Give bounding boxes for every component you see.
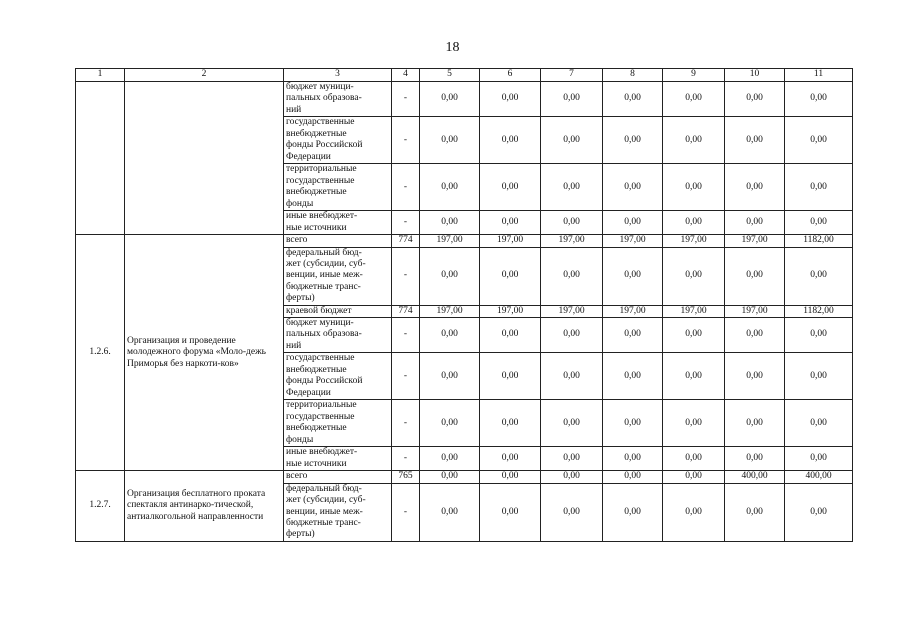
- value-cell: 0,00: [663, 82, 725, 117]
- value-cell: 0,00: [785, 400, 853, 447]
- value-cell: 0,00: [663, 447, 725, 471]
- funding-source: всего: [284, 235, 392, 247]
- item-number: [76, 82, 125, 235]
- funding-source: иные внебюджет- ные источники: [284, 447, 392, 471]
- value-cell: 0,00: [603, 164, 663, 211]
- value-cell: 0,00: [603, 471, 663, 483]
- item-number: 1.2.6.: [76, 235, 125, 471]
- funding-source: территориальные государственные внебюджетные фонды: [284, 164, 392, 211]
- funding-source: иные внебюджет- ные источники: [284, 211, 392, 235]
- value-cell: 0,00: [541, 353, 603, 400]
- value-cell: 0,00: [663, 164, 725, 211]
- value-cell: 0,00: [785, 117, 853, 164]
- value-cell: 0,00: [420, 82, 480, 117]
- value-cell: 0,00: [420, 353, 480, 400]
- funding-source: федеральный бюд- жет (субсидии, суб- венции, иные меж- бюджетные транс- ферты): [284, 483, 392, 541]
- budget-code: 765: [392, 471, 420, 483]
- budget-code: -: [392, 247, 420, 305]
- value-cell: 0,00: [725, 318, 785, 353]
- budget-code: -: [392, 164, 420, 211]
- item-number: 1.2.7.: [76, 471, 125, 541]
- value-cell: 0,00: [420, 211, 480, 235]
- value-cell: 1182,00: [785, 235, 853, 247]
- value-cell: 0,00: [480, 353, 541, 400]
- value-cell: 197,00: [420, 235, 480, 247]
- value-cell: 0,00: [603, 82, 663, 117]
- value-cell: 0,00: [480, 483, 541, 541]
- column-header: 6: [480, 69, 541, 82]
- value-cell: 197,00: [603, 235, 663, 247]
- column-header: 7: [541, 69, 603, 82]
- value-cell: 0,00: [541, 247, 603, 305]
- value-cell: 197,00: [663, 235, 725, 247]
- value-cell: 0,00: [541, 447, 603, 471]
- value-cell: 197,00: [725, 305, 785, 317]
- column-header: 11: [785, 69, 853, 82]
- value-cell: 0,00: [420, 117, 480, 164]
- table-header-row: [76, 69, 853, 82]
- budget-table: [75, 68, 853, 542]
- value-cell: 0,00: [785, 211, 853, 235]
- page-number: 18: [445, 40, 460, 55]
- value-cell: 0,00: [480, 82, 541, 117]
- funding-source: территориальные государственные внебюджетные фонды: [284, 400, 392, 447]
- value-cell: 0,00: [785, 164, 853, 211]
- value-cell: 0,00: [663, 211, 725, 235]
- value-cell: 0,00: [541, 82, 603, 117]
- budget-code: -: [392, 483, 420, 541]
- table-row: [76, 82, 853, 117]
- value-cell: 197,00: [480, 305, 541, 317]
- budget-code: -: [392, 447, 420, 471]
- value-cell: 0,00: [725, 164, 785, 211]
- funding-source: федеральный бюд- жет (субсидии, суб- венции, иные меж- бюджетные транс- ферты): [284, 247, 392, 305]
- value-cell: 0,00: [480, 247, 541, 305]
- budget-code: -: [392, 353, 420, 400]
- value-cell: 0,00: [480, 400, 541, 447]
- value-cell: 0,00: [603, 117, 663, 164]
- value-cell: 0,00: [603, 247, 663, 305]
- budget-code: 774: [392, 235, 420, 247]
- value-cell: 1182,00: [785, 305, 853, 317]
- budget-code: -: [392, 82, 420, 117]
- funding-source: бюджет муници- пальных образова- ний: [284, 82, 392, 117]
- column-header: 10: [725, 69, 785, 82]
- value-cell: 0,00: [663, 353, 725, 400]
- value-cell: 197,00: [480, 235, 541, 247]
- budget-code: -: [392, 211, 420, 235]
- value-cell: 0,00: [541, 471, 603, 483]
- column-header: 3: [284, 69, 392, 82]
- value-cell: 0,00: [785, 82, 853, 117]
- value-cell: 0,00: [785, 483, 853, 541]
- value-cell: 400,00: [785, 471, 853, 483]
- value-cell: 0,00: [603, 483, 663, 541]
- value-cell: 0,00: [785, 353, 853, 400]
- value-cell: 0,00: [663, 483, 725, 541]
- value-cell: 0,00: [725, 353, 785, 400]
- value-cell: 197,00: [541, 235, 603, 247]
- value-cell: 0,00: [480, 211, 541, 235]
- value-cell: 0,00: [725, 211, 785, 235]
- value-cell: 0,00: [725, 82, 785, 117]
- column-header: 2: [125, 69, 284, 82]
- value-cell: 0,00: [541, 211, 603, 235]
- value-cell: 0,00: [541, 483, 603, 541]
- table-row: [76, 471, 853, 483]
- value-cell: 197,00: [725, 235, 785, 247]
- value-cell: 0,00: [663, 117, 725, 164]
- budget-code: 774: [392, 305, 420, 317]
- value-cell: 0,00: [603, 400, 663, 447]
- value-cell: 0,00: [663, 318, 725, 353]
- value-cell: 0,00: [603, 318, 663, 353]
- value-cell: 197,00: [603, 305, 663, 317]
- value-cell: 0,00: [420, 483, 480, 541]
- value-cell: 0,00: [420, 471, 480, 483]
- value-cell: 0,00: [541, 400, 603, 447]
- funding-source: краевой бюджет: [284, 305, 392, 317]
- value-cell: 0,00: [663, 400, 725, 447]
- value-cell: 0,00: [725, 483, 785, 541]
- value-cell: 0,00: [541, 318, 603, 353]
- column-header: 9: [663, 69, 725, 82]
- value-cell: 0,00: [420, 164, 480, 211]
- value-cell: 0,00: [603, 353, 663, 400]
- value-cell: 0,00: [725, 400, 785, 447]
- funding-source: бюджет муници- пальных образова- ний: [284, 318, 392, 353]
- value-cell: 0,00: [480, 164, 541, 211]
- funding-source: государственные внебюджетные фонды Российской Федерации: [284, 117, 392, 164]
- value-cell: 0,00: [480, 447, 541, 471]
- value-cell: 197,00: [541, 305, 603, 317]
- value-cell: 0,00: [541, 164, 603, 211]
- column-header: 8: [603, 69, 663, 82]
- funding-source: государственные внебюджетные фонды Российской Федерации: [284, 353, 392, 400]
- value-cell: 0,00: [785, 318, 853, 353]
- value-cell: 0,00: [480, 471, 541, 483]
- value-cell: 0,00: [480, 117, 541, 164]
- value-cell: 400,00: [725, 471, 785, 483]
- item-name: [125, 82, 284, 235]
- value-cell: 0,00: [603, 447, 663, 471]
- value-cell: 0,00: [725, 447, 785, 471]
- value-cell: 0,00: [420, 447, 480, 471]
- value-cell: 197,00: [420, 305, 480, 317]
- value-cell: 0,00: [725, 247, 785, 305]
- item-name: Организация бесплатного проката спектакля антинарко-тической, антиалкогольной направленности: [125, 471, 284, 541]
- value-cell: 0,00: [725, 117, 785, 164]
- value-cell: 0,00: [663, 247, 725, 305]
- value-cell: 0,00: [663, 471, 725, 483]
- table-row: [76, 235, 853, 247]
- value-cell: 0,00: [541, 117, 603, 164]
- column-header: 5: [420, 69, 480, 82]
- value-cell: 0,00: [603, 211, 663, 235]
- funding-source: всего: [284, 471, 392, 483]
- budget-code: -: [392, 400, 420, 447]
- value-cell: 197,00: [663, 305, 725, 317]
- item-name: Организация и проведение молодежного форума «Моло-дежь Приморья без наркоти-ков»: [125, 235, 284, 471]
- budget-code: -: [392, 318, 420, 353]
- value-cell: 0,00: [420, 247, 480, 305]
- column-header: 4: [392, 69, 420, 82]
- value-cell: 0,00: [480, 318, 541, 353]
- value-cell: 0,00: [785, 247, 853, 305]
- column-header: 1: [76, 69, 125, 82]
- budget-code: -: [392, 117, 420, 164]
- value-cell: 0,00: [420, 318, 480, 353]
- value-cell: 0,00: [420, 400, 480, 447]
- value-cell: 0,00: [785, 447, 853, 471]
